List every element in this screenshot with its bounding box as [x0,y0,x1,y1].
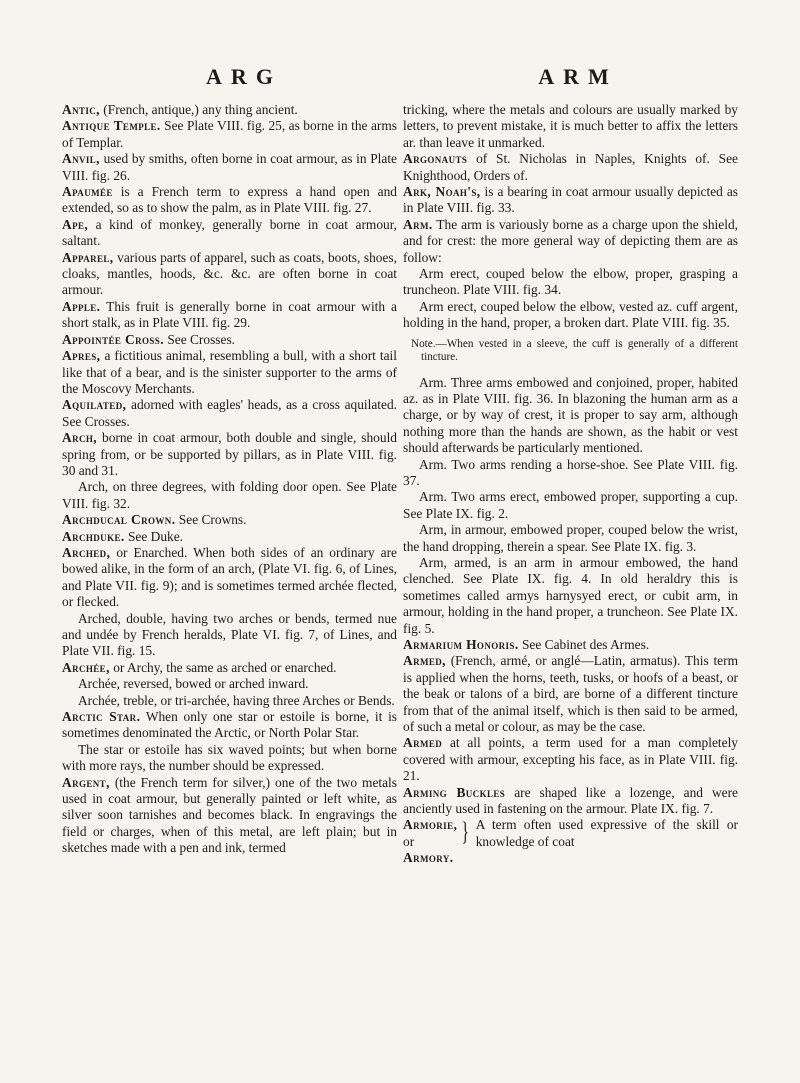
entry-body: Arm erect, couped below the elbow, vested az. cuff argent, holding in the hand, proper, a broken dart. Plate VIII. fig. 35. [403,298,738,331]
dictionary-entry [403,217,738,266]
dictionary-entry [403,299,738,332]
entry-body: or Archy, the same as arched or enarched. [113,659,337,675]
dictionary-entry [62,742,397,775]
headword: Archée, [62,659,110,675]
headword: Archducal Crown. [62,512,176,528]
dictionary-entry [403,184,738,217]
entry-body: adorned with eagles' heads, as a cross aquilated. See Crosses. [62,397,397,429]
dictionary-entry [62,709,397,742]
dictionary-entry [403,785,738,818]
headword: Apaumée [62,184,113,200]
running-head-left: ARG [206,64,282,89]
entry-body: See Crosses. [167,331,236,347]
connector: or [403,833,415,849]
dictionary-entry [62,184,397,217]
entry-body: used by smiths, often borne in coat armour, as in Plate VIII. fig. 26. [62,151,397,183]
headword: Argent, [62,774,110,790]
entry-body: (the French term for silver,) one of the two metals used in coat armour, but generally painted or left white, as silver soon tarnishes and becomes black. In engravings the field or charges, when of this metal, are left plain; but in sketches made with a pen and ink, termed [62,774,397,856]
entry-body: See Plate VIII. fig. 25, as borne in the arms of Templar. [62,118,397,150]
dictionary-entry [403,637,738,653]
headword: Armed, [403,653,446,669]
entry-armorie-armory [403,817,738,866]
dictionary-entry [62,299,397,332]
dictionary-entry [62,102,397,118]
dictionary-entry [403,653,738,735]
headword: Archduke. [62,528,125,544]
headword: Arm. [403,216,433,232]
entry-body: Archée, reversed, bowed or arched inward. [78,676,309,692]
entry-body: is a bearing in coat armour usually depicted as in Plate VIII. fig. 33. [403,184,738,216]
note: Note.—When vested in a sleeve, the cuff is generally of a different tincture. [411,337,738,364]
brace-icon: } [461,817,470,847]
dictionary-entry [62,545,397,611]
dictionary-entry [62,118,397,151]
headword: Arch, [62,430,98,446]
entry-body: This fruit is generally borne in coat armour with a short stalk, as in Plate VIII. fig. 29. [62,298,397,331]
dictionary-entry [62,611,397,660]
entry-body: tricking, where the metals and colours are usually marked by letters, to prevent mistake, it is much better to affix the letters ar. than leave it unmarked. [403,102,738,150]
entry-body: (French, antique,) any thing ancient. [103,102,298,117]
entry-body: Arm. Three arms embowed and conjoined, proper, habited az. as in Plate VIII. fig. 36. In blazoning the human arm as a charge, or by way of crest, it is proper to say arm, although nothing more than the hands are shown, as the habit or vest should afterwards be particularly mentioned. [403,374,738,456]
dictionary-entry [403,266,738,299]
dictionary-entry [62,512,397,528]
dictionary-entry [403,522,738,555]
headword: Anvil, [62,151,100,167]
entry-body: Arm. Two arms erect, embowed proper, supporting a cup. See Plate IX. fig. 2. [403,489,738,521]
headword: Armory. [403,850,454,866]
entry-body: of St. Nicholas in Naples, Knights of. See Knighthood, Orders of. [403,151,738,183]
headword: Ape, [62,216,89,232]
entry-body: See Cabinet des Armes. [521,637,650,652]
dictionary-entry [403,735,738,784]
entry-body: at all points, a term used for a man completely covered with armour, excepting his face, as in Plate VIII. fig. 21. [403,735,738,784]
dictionary-entry [62,151,397,184]
headword: Armarium Honoris. [403,637,519,652]
entry-body: a kind of monkey, generally borne in coat armour, saltant. [62,216,397,249]
entry-body: A term often used expressive of the skill or knowledge of coat [475,817,738,849]
entry-body: (French, armé, or anglé—Latin, armatus). This term is applied when the horns, teeth, tusks, or hoofs of a beast, or the beak or talons of a bird, are borne of a different tincture from that of the animal itself, which is then said to be armed, of such a metal or colour, as may be the case. [403,653,738,735]
dictionary-entry [403,555,738,637]
headword: Apres, [62,348,101,364]
entry-body: Arch, on three degrees, with folding door open. See Plate VIII. fig. 32. [62,479,397,511]
dictionary-entry [62,250,397,299]
headword: Armed [403,735,443,751]
dictionary-entry [62,479,397,512]
dictionary-entry [62,775,397,857]
entry-body: Arm erect, couped below the elbow, proper, grasping a truncheon. Plate VIII. fig. 34. [403,266,738,298]
dictionary-entry [403,151,738,184]
dictionary-entry [62,348,397,397]
dictionary-entry [62,693,397,709]
headword: Antique Temple. [62,118,161,134]
entry-body: or Enarched. When both sides of an ordinary are bowed alike, in the form of an arch, (Plate VI. fig. 6, of Lines, and Plate VII. fig. 9); and is sometimes termed archée flected, or flecked. [62,544,397,610]
headword: Aquilated, [62,397,127,413]
dictionary-entry [62,397,397,430]
headword: Arctic Star. [62,709,141,725]
entry-body: various parts of apparel, such as coats, boots, shoes, cloaks, mantles, hoods, &c. &c. are often borne in coat armour. [62,249,397,298]
dictionary-entry [403,375,738,457]
dictionary-entry [62,217,397,250]
right-column [403,102,738,867]
entry-body: Arm. Two arms rending a horse-shoe. See Plate VIII. fig. 37. [403,456,738,488]
entry-body: Arched, double, having two arches or bends, termed nue and undée by French heralds, Plate VI. fig. 7, of Lines, and Plate VII. fig. 15. [62,610,397,659]
headword: Armorie, [403,817,458,833]
dictionary-entry [62,676,397,692]
dictionary-entry [403,489,738,522]
entry-body: When only one star or estoile is borne, it is sometimes denominated the Arctic, or North Polar Star. [62,709,397,741]
headword: Apple. [62,298,101,314]
headword: Ark, Noah's, [403,184,481,200]
dictionary-entry [62,660,397,676]
headword: Arming Buckles [403,784,506,800]
entry-body: Archée, treble, or tri-archée, having three Arches or Bends. [78,692,395,708]
headword: Appointée Cross. [62,331,164,347]
entry-body: See Crowns. [178,512,247,528]
headword: Apparel, [62,249,114,265]
dictionary-entry [62,332,397,348]
dictionary-entry [62,430,397,479]
headword: Arched, [62,544,111,560]
entry-body: a fictitious animal, resembling a bull, with a short tail like that of a bear, and is the sinister supporter to the arms of the Moscovy Merchants. [62,348,397,396]
running-head-right: ARM [538,64,618,89]
entry-body: borne in coat armour, both double and single, should spring from, or be supported by pillars, as in Plate VIII. fig. 30 and 31. [62,430,397,478]
entry-body: The star or estoile has six waved points; but when borne with more rays, the number should be expressed. [62,741,397,774]
entry-body: Arm, in armour, embowed proper, couped below the wrist, the hand dropping, therein a spear. See Plate IX. fig. 3. [403,522,738,554]
entry-body: are shaped like a lozenge, and were anciently used in fastening on the armour. Plate IX. fig. 7. [403,784,738,817]
dictionary-entry [403,102,738,151]
entry-body: The arm is variously borne as a charge upon the shield, and for crest: the more general way of depicting them are as follow: [403,216,738,265]
headword: Argonauts [403,151,468,167]
dictionary-entry [403,457,738,490]
entry-body: is a French term to express a hand open and extended, so as to show the palm, as in Plate VIII. fig. 27. [62,184,397,216]
entry-body: Arm, armed, is an arm in armour embowed, the hand clenched. See Plate IX. fig. 4. In old heraldry this is sometimes called armys harnysyed erect, or cubit arm, in armour, holding in the hand proper, a truncheon. See Plate IX. fig. 5. [403,554,738,636]
entry-body: See Duke. [127,528,184,544]
dictionary-entry [62,529,397,545]
left-column [62,102,397,857]
headword: Antic, [62,102,100,117]
